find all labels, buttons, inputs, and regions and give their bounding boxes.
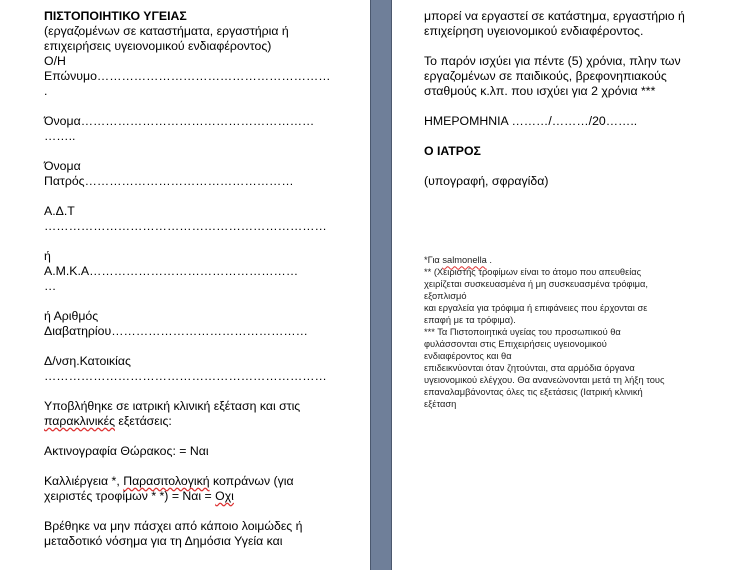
footnote-2-line-2: χειρίζεται συσκευασμένα ή μη συσκευασμένα τρόφιμα, <box>424 279 648 290</box>
culture-line-2: χειριστές τροφίμων * *) = Ναι = Οχι <box>44 489 234 503</box>
surname-field-continuation: . <box>44 84 48 98</box>
footnote-2-line-3: εξοπλισμό <box>424 291 467 302</box>
footnote-3-line-5: υγειονομικού ελέγχου. Θα ανανεώνονται μετά τη λήξη τους <box>424 375 665 386</box>
page-gap <box>370 0 392 570</box>
exam-line-1: Υποβλήθηκε σε ιατρική κλινική εξέταση και στις <box>44 399 301 413</box>
certificate-title: ΠΙΣΤΟΠΟΙΗΤΙΚΟ ΥΓΕΙΑΣ <box>44 9 187 23</box>
passport-label: ή Αριθμός <box>44 309 99 323</box>
footnote-3-line-1: *** Τα Πιστοποιητικά υγείας του προσωπικού θα <box>424 327 621 338</box>
subtitle-line-2: επιχειρήσεις υγειονομικού ενδιαφέροντος) <box>44 39 272 53</box>
address-field: …………………………………………………………… <box>44 369 327 383</box>
found-line-2: μεταδοτικό νόσημα για τη Δημόσια Υγεία και <box>44 534 283 548</box>
footnote-2-line-4: και εργαλεία για τρόφιμα ή επιφάνειες που έρχονται σε <box>424 303 648 314</box>
doctor-heading: Ο ΙΑΤΡΟΣ <box>424 144 481 158</box>
validity-line-2: εργαζομένων σε παιδικούς, βρεφονηπιακούς <box>424 69 667 83</box>
spellcheck-word: Οχι <box>215 489 234 503</box>
spellcheck-word: παρακλινικές <box>44 414 115 428</box>
cont-line-2: επιχείρηση υγειονομικού ενδιαφέροντος. <box>424 24 644 38</box>
footnote-3-line-6: επαναλαμβάνοντας όλες τις εξετάσεις (Ιατρική κλινική <box>424 387 643 398</box>
father-name-label: Όνομα <box>44 159 81 173</box>
spellcheck-word: salmonella <box>442 255 487 266</box>
found-line-1: Βρέθηκε να μην πάσχει από κάποιο λοιμώδες ή <box>44 519 303 533</box>
passport-field: Διαβατηρίου………………………………………… <box>44 324 308 338</box>
name-field-continuation: …….. <box>44 129 76 143</box>
footnote-3-line-7: εξέταση <box>424 399 457 410</box>
xray-line: Ακτινογραφία Θώρακος: = Ναι <box>44 444 209 458</box>
validity-line-1: Το παρόν ισχύει για πέντε (5) χρόνια, πλην των <box>424 54 681 68</box>
document-page-left <box>0 0 370 570</box>
footnote-2-line-5: επαφή με τα τρόφιμα). <box>424 315 516 326</box>
footnote-3-line-3: ενδιαφέροντος και θα <box>424 351 512 362</box>
or-label-1: ή <box>44 249 51 263</box>
cont-line-1: μπορεί να εργαστεί σε κατάστημα, εργαστήριο ή <box>424 9 685 23</box>
amka-field: Α.Μ.Κ.Α…………………………………………… <box>44 264 299 278</box>
culture-line-1: Καλλιέργεια *, Παρασιτολογική κοπράνων (για <box>44 474 294 488</box>
amka-field-continuation: … <box>44 279 57 293</box>
surname-field: Επώνυμο………………………………………………… <box>44 69 331 83</box>
adt-field: …………………………………………………………… <box>44 219 327 233</box>
document-page-right <box>392 0 752 570</box>
date-field: ΗΜΕΡΟΜΗΝΙΑ ………/………/20…….. <box>424 114 638 128</box>
signature-label: (υπογραφή, σφραγίδα) <box>424 174 549 188</box>
validity-line-3: σταθμούς κ.λπ. που ισχύει για 2 χρόνια *** <box>424 84 656 98</box>
address-label: Δ/νση.Κατοικίας <box>44 354 131 368</box>
footnote-3-line-4: επιδεικνύονται όταν ζητούνται, στα αρμόδια όργανα <box>424 363 635 374</box>
exam-line-2: παρακλινικές εξετάσεις: <box>44 414 172 428</box>
subtitle-line-1: (εργαζομένων σε καταστήματα, εργαστήρια ή <box>44 24 289 38</box>
oh-label: Ο/Η <box>44 54 66 68</box>
footnote-1: *Για salmonella . <box>424 255 492 266</box>
father-name-field: Πατρός…………………………………………… <box>44 174 294 188</box>
footnote-2-line-1: ** (Χειριστής τροφίμων είναι το άτομο που απευθείας <box>424 267 642 278</box>
name-field: Όνομα………………………………………………… <box>44 114 315 128</box>
spellcheck-word: Παρασιτολογική <box>123 474 210 488</box>
footnote-3-line-2: φυλάσσονται στις Επιχειρήσεις υγειονομικού <box>424 339 607 350</box>
adt-label: Α.Δ.Τ <box>44 204 75 218</box>
